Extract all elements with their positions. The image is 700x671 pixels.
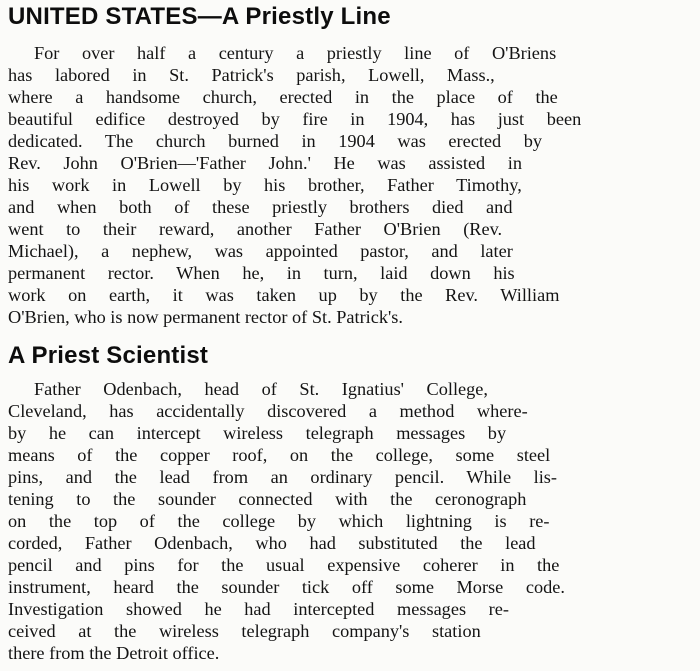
article-2-line: there from the Detroit office. (8, 643, 220, 663)
article-1-line: Rev. John O'Brien—'Father John.' He was assisted in (8, 153, 522, 173)
article-2-line: Cleveland, has accidentally discovered a method where- (8, 401, 528, 421)
article-2-headline: A Priest Scientist (8, 342, 209, 369)
article-1-line: Michael), a nephew, was appointed pastor, and later (8, 241, 513, 261)
article-2-line: pencil and pins for the usual expensive coherer in the (8, 555, 560, 575)
article-2-line: Investigation showed he had intercepted messages re- (8, 599, 509, 619)
article-2-line: corded, Father Odenbach, who had substituted the lead (8, 533, 536, 553)
article-1-line: dedicated. The church burned in 1904 was erected by (8, 131, 543, 151)
article-1-line: work on earth, it was taken up by the Rev. William (8, 285, 560, 305)
article-2-line: pins, and the lead from an ordinary pencil. While lis- (8, 467, 558, 487)
article-2-line: means of the copper roof, on the college, some steel (8, 445, 551, 465)
article-1-line: For over half a century a priestly line of O'Briens (34, 43, 557, 63)
article-2-line: tening to the sounder connected with the ceronograph (8, 489, 527, 509)
article-1-line: permanent rector. When he, in turn, laid down his (8, 263, 515, 283)
article-1-line: his work in Lowell by his brother, Father Timothy, (8, 175, 522, 195)
article-1-line: beautiful edifice destroyed by fire in 1904, has just been (8, 109, 582, 129)
article-2-line: instrument, heard the sounder tick off some Morse code. (8, 577, 565, 597)
article-1-line: went to their reward, another Father O'Brien (Rev. (8, 219, 503, 239)
article-1-headline: UNITED STATES—A Priestly Line (8, 3, 391, 30)
article-2-line: by he can intercept wireless telegraph messages by (8, 423, 507, 443)
article-2-line: on the top of the college by which lightning is re- (8, 511, 550, 531)
article-2-line: ceived at the wireless telegraph company's station (8, 621, 481, 641)
article-1-line: and when both of these priestly brothers died and (8, 197, 513, 217)
article-1-line: O'Brien, who is now permanent rector of St. Patrick's. (8, 307, 403, 327)
article-1-line: where a handsome church, erected in the place of the (8, 87, 558, 107)
article-1-line: has labored in St. Patrick's parish, Lowell, Mass., (8, 65, 495, 85)
article-2-line: Father Odenbach, head of St. Ignatius' College, (34, 379, 488, 399)
